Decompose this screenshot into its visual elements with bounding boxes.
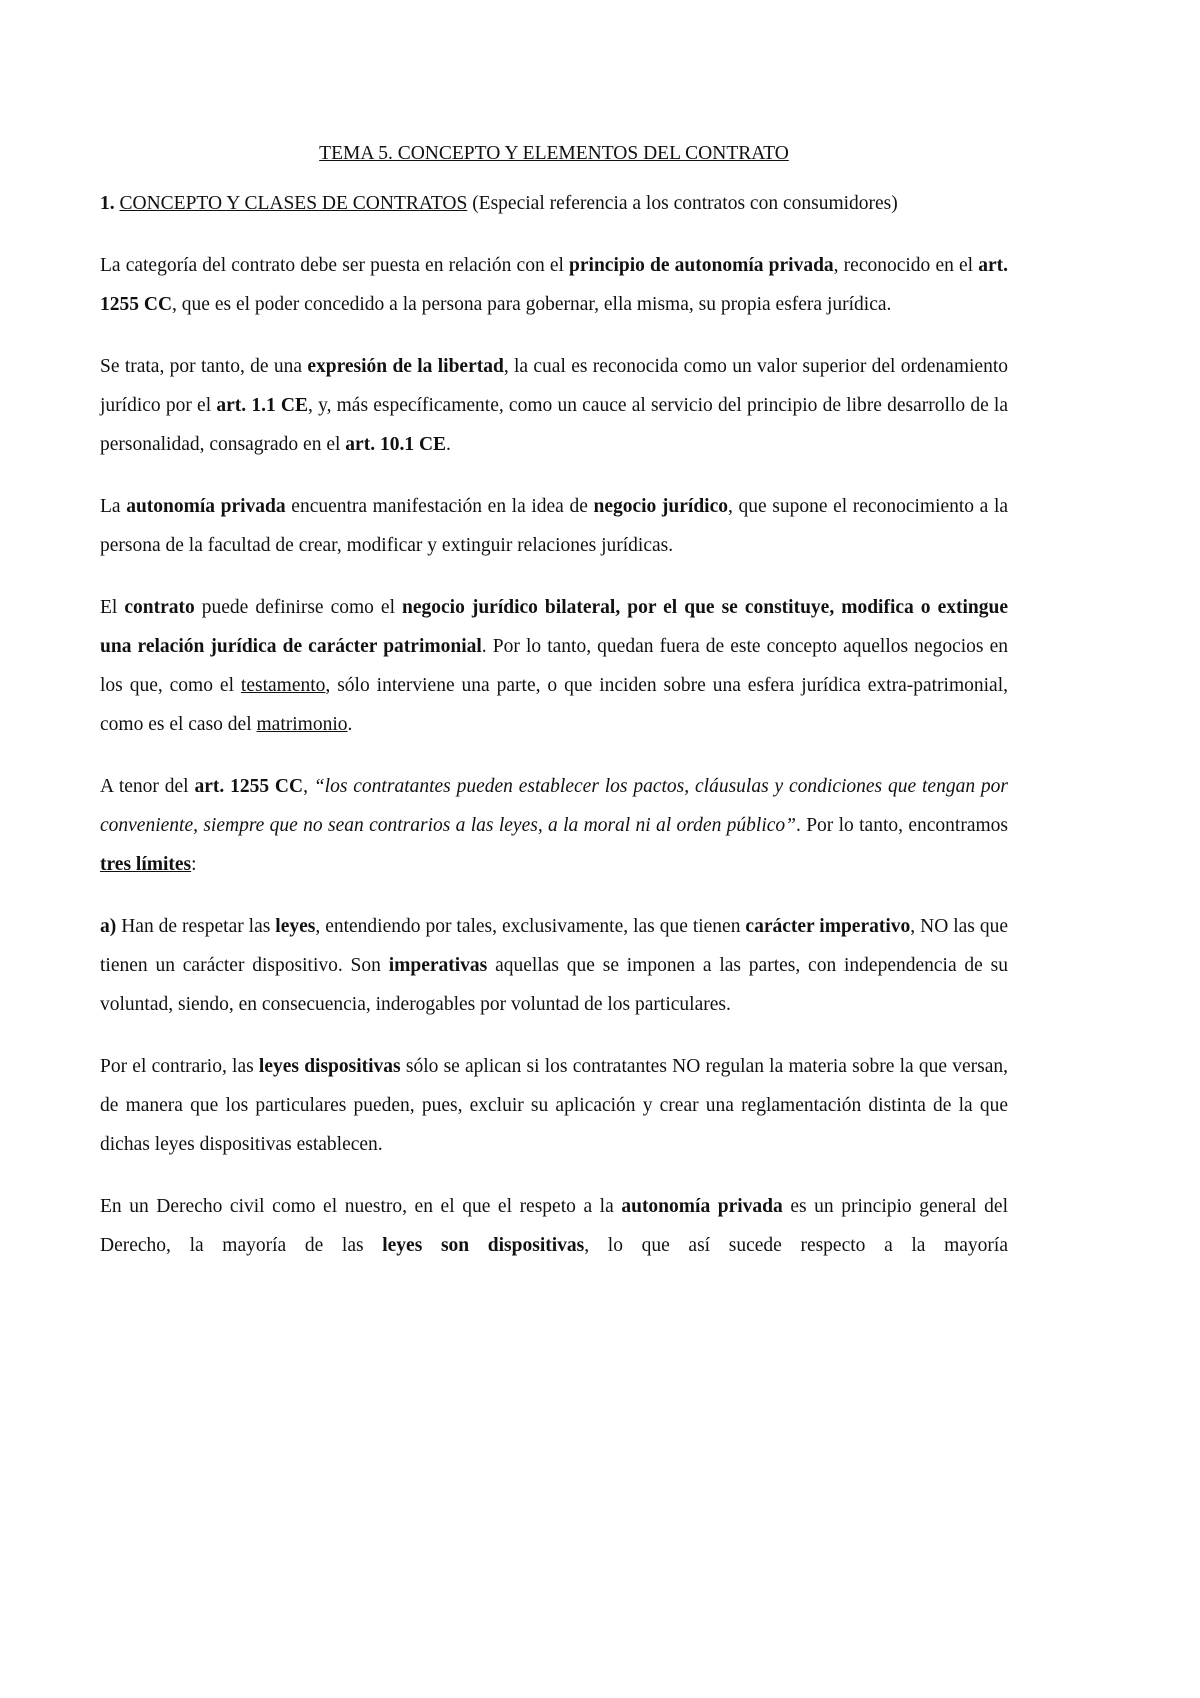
emphasis-text: tres límites	[100, 854, 192, 875]
emphasis-text: art. 10.1 CE	[345, 434, 447, 455]
text-run: :	[191, 854, 197, 875]
emphasis-text: art. 1.1 CE	[216, 395, 308, 416]
text-run: encuentra manifestación en la idea de	[285, 496, 594, 517]
text-run: Por el contrario, las	[100, 1056, 259, 1077]
text-run: puede definirse como el	[194, 597, 402, 618]
text-run: A tenor del	[100, 776, 195, 797]
emphasis-text: matrimonio	[256, 714, 348, 735]
emphasis-text: 1.	[100, 193, 120, 214]
text-run: , y, más específicamente, como un cauce al servicio del principio de libre desarrollo de la personalidad, consagrado en el	[100, 395, 1008, 455]
text-run: , que es el poder concedido a la persona para gobernar, ella misma, su propia esfera jurídica.	[172, 294, 892, 315]
text-run: es un principio general del Derecho, la mayoría de las	[100, 1196, 1009, 1256]
text-run: sólo se aplican si los contratantes NO regulan la materia sobre la que versan, de manera que los particulares pueden, pues, excluir su aplicación y crear una reglamentación distinta de la que dichas leyes dispositivas establecen.	[100, 1056, 1008, 1155]
emphasis-text: leyes dispositivas	[258, 1056, 401, 1077]
emphasis-text: autonomía privada	[126, 496, 286, 517]
emphasis-text: a)	[100, 916, 117, 937]
paragraph	[100, 1187, 1008, 1265]
paragraph	[100, 907, 1008, 1024]
text-run: aquellas que se imponen a las partes, con independencia de su voluntad, siendo, en consecuencia, inderogables por voluntad de los particulares.	[100, 955, 1008, 1015]
text-run: En un Derecho civil como el nuestro, en el que el respeto a la	[100, 1196, 622, 1217]
paragraph	[100, 1047, 1008, 1164]
text-run: , entendiendo por tales, exclusivamente, las que tienen	[315, 916, 746, 937]
text-run: La categoría del contrato debe ser puesta en relación con el	[100, 255, 570, 276]
text-run: Se trata, por tanto, de una	[100, 356, 308, 377]
document-title: TEMA 5. CONCEPTO Y ELEMENTOS DEL CONTRATO	[319, 143, 789, 164]
paragraph	[100, 588, 1008, 744]
document-body	[100, 184, 1008, 1265]
emphasis-text: contrato	[124, 597, 195, 618]
paragraph	[100, 246, 1008, 324]
emphasis-text: imperativas	[388, 955, 488, 976]
text-run: .	[446, 434, 451, 455]
emphasis-text: negocio jurídico bilateral, por el que se constituye, modifica o extingue una relación jurídica de carácter patrimonial	[100, 597, 1008, 657]
emphasis-text: leyes son dispositivas	[382, 1235, 585, 1256]
text-run: , que supone el reconocimiento a la persona de la facultad de crear, modificar y extinguir relaciones jurídicas.	[100, 496, 1009, 556]
text-run: .	[347, 714, 353, 735]
text-run: Han de respetar las	[116, 916, 276, 937]
emphasis-text: CONCEPTO Y CLASES DE CONTRATOS	[119, 193, 468, 214]
section-heading	[100, 184, 1008, 223]
paragraph	[100, 347, 1008, 464]
emphasis-text: leyes	[275, 916, 316, 937]
emphasis-text: testamento	[240, 675, 326, 696]
text-run: . Por lo tanto, encontramos	[796, 815, 1008, 836]
text-run: , sólo interviene una parte, o que inciden sobre una esfera jurídica extra-patrimonial, como es el caso del	[100, 675, 1008, 735]
text-run: El	[100, 597, 125, 618]
paragraph	[100, 487, 1008, 565]
text-run: , reconocido en el	[833, 255, 979, 276]
text-run: , NO las que tienen un carácter dispositivo. Son	[100, 916, 1009, 976]
emphasis-text: “los contratantes pueden establecer los pactos, cláusulas y condiciones que tengan por conveniente, siempre que no sean contrarios a las leyes, a la moral ni al orden público”	[100, 776, 1009, 836]
text-run: . Por lo tanto, quedan fuera de este concepto aquellos negocios en los que, como el	[100, 636, 1008, 696]
emphasis-text: negocio jurídico	[593, 496, 728, 517]
emphasis-text: principio de autonomía privada	[569, 255, 834, 276]
document-page	[100, 134, 1008, 1288]
emphasis-text: autonomía privada	[621, 1196, 783, 1217]
paragraph	[100, 767, 1008, 884]
emphasis-text: art. 1255 CC	[194, 776, 304, 797]
text-run: ,	[303, 776, 314, 797]
emphasis-text: carácter imperativo	[745, 916, 911, 937]
text-run: , la cual es reconocida como un valor superior del ordenamiento jurídico por el	[100, 356, 1008, 416]
text-run: (Especial referencia a los contratos con consumidores)	[467, 193, 898, 214]
emphasis-text: expresión de la libertad	[307, 356, 504, 377]
emphasis-text: art. 1255 CC	[100, 255, 1008, 315]
text-run: La	[100, 496, 127, 517]
text-run: , lo que así sucede respecto a la mayoría	[584, 1235, 1008, 1256]
